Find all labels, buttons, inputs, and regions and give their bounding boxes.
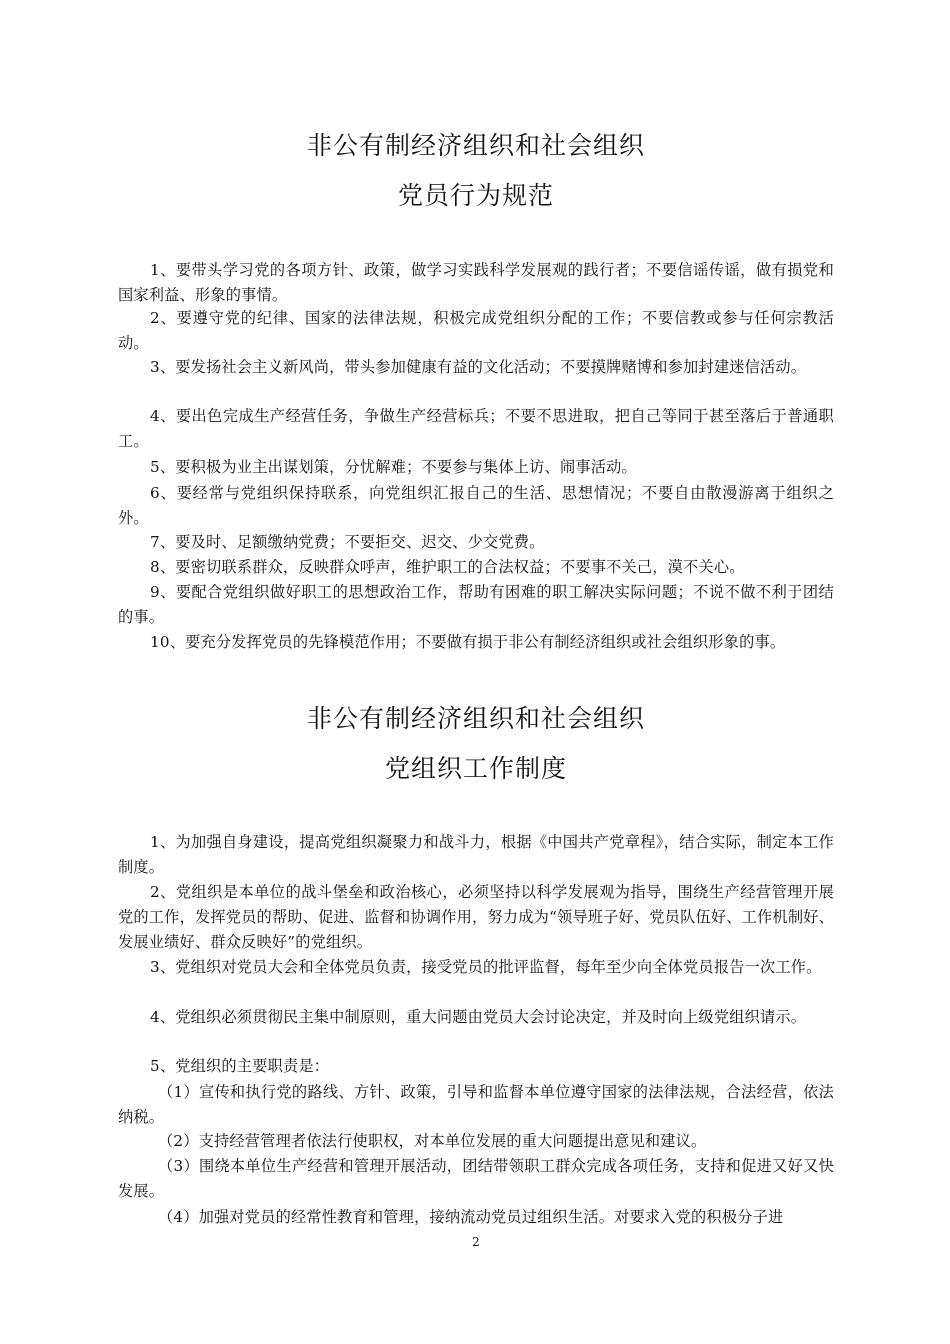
section1-paragraph-6: 6、要经常与党组织保持联系，向党组织汇报自己的生活、思想情况；不要自由散漫游离于组织之外。 xyxy=(118,484,834,527)
section1-paragraph-7: 7、要及时、足额缴纳党费；不要拒交、迟交、少交党费。 xyxy=(150,533,545,551)
page-number: 2 xyxy=(472,1235,480,1249)
section2-paragraph-5: 5、党组织的主要职责是： xyxy=(150,1057,330,1075)
section2-paragraph-4: 4、党组织必须贯彻民主集中制原则，重大问题由党员大会讨论决定，并及时向上级党组织请示。 xyxy=(150,1008,807,1026)
section2-sub-item-3: （3）围绕本单位生产经营和管理开展活动，团结带领职工群众完成各项任务，支持和促进又好又快发展。 xyxy=(118,1157,834,1200)
section1-title-line1: 非公有制经济组织和社会组织 xyxy=(306,131,645,160)
section1-title-line2: 党员行为规范 xyxy=(397,181,554,210)
section1-paragraph-3: 3、要发扬社会主义新风尚，带头参加健康有益的文化活动；不要摸牌赌博和参加封建迷信活动。 xyxy=(150,358,807,376)
section2-sub-item-1: （1）宣传和执行党的路线、方针、政策，引导和监督本单位遵守国家的法律法规，合法经营，依法纳税。 xyxy=(118,1083,834,1126)
section2-title-line1: 非公有制经济组织和社会组织 xyxy=(306,704,645,733)
section1-paragraph-5: 5、要积极为业主出谋划策，分忧解难；不要参与集体上访、闹事活动。 xyxy=(150,458,637,476)
document-page xyxy=(118,0,834,1344)
section2-title-line2: 党组织工作制度 xyxy=(384,754,567,783)
section2-sub-item-4: （4）加强对党员的经常性教育和管理，接纳流动党员过组织生活。对要求入党的积极分子进 xyxy=(158,1208,784,1226)
section2-paragraph-2: 2、党组织是本单位的战斗堡垒和政治核心，必须坚持以科学发展观为指导，围绕生产经营管理开展党的工作，发挥党员的帮助、促进、监督和协调作用，努力成为“领导班子好、党员队伍好、工作机制好、发展业绩好、群众反映好”的党组织。 xyxy=(118,883,834,951)
section1-paragraph-1: 1、要带头学习党的各项方针、政策，做学习实践科学发展观的践行者；不要信谣传谣，做有损党和国家利益、形象的事情。 xyxy=(118,261,834,304)
section1-paragraph-10: 10、要充分发挥党员的先锋模范作用；不要做有损于非公有制经济组织或社会组织形象的事。 xyxy=(150,633,786,651)
section2-sub-item-2: （2）支持经营管理者依法行使职权，对本单位发展的重大问题提出意见和建议。 xyxy=(158,1132,707,1150)
section1-paragraph-4: 4、要出色完成生产经营任务，争做生产经营标兵；不要不思进取，把自己等同于甚至落后于普通职工。 xyxy=(118,407,834,450)
section1-paragraph-2: 2、要遵守党的纪律、国家的法律法规，积极完成党组织分配的工作；不要信教或参与任何宗教活动。 xyxy=(118,309,834,352)
section2-paragraph-3: 3、党组织对党员大会和全体党员负责，接受党员的批评监督，每年至少向全体党员报告一次工作。 xyxy=(150,958,822,976)
section1-paragraph-8: 8、要密切联系群众，反映群众呼声，维护职工的合法权益；不要事不关己，漠不关心。 xyxy=(150,558,745,576)
section1-paragraph-9: 9、要配合党组织做好职工的思想政治工作，帮助有困难的职工解决实际问题；不说不做不利于团结的事。 xyxy=(118,583,834,626)
section2-paragraph-1: 1、为加强自身建设，提高党组织凝聚力和战斗力，根据《中国共产党章程》，结合实际，制定本工作制度。 xyxy=(118,833,834,876)
